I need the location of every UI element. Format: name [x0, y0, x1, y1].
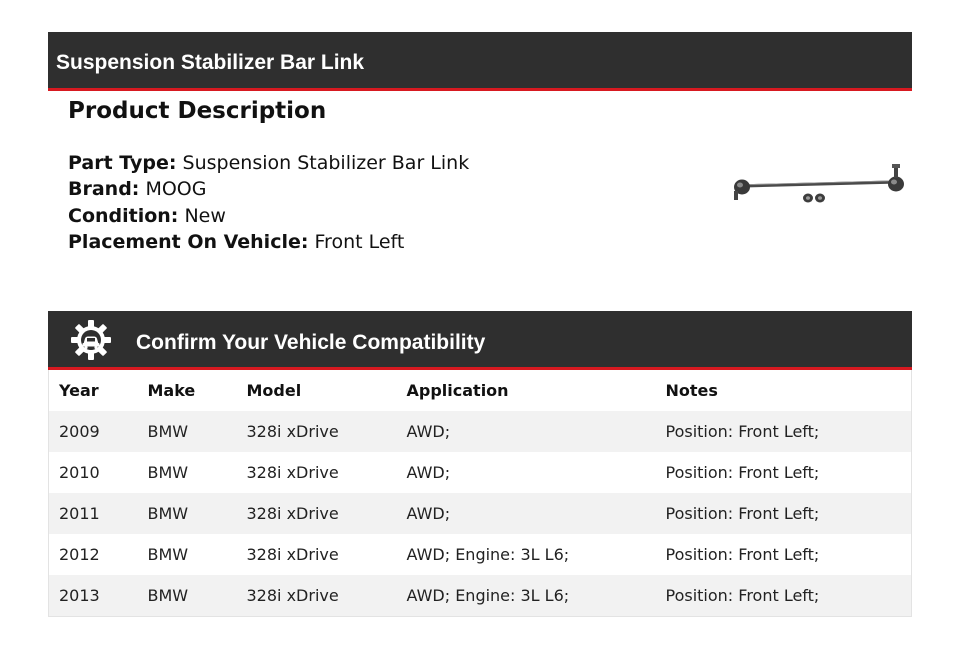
cell-notes: Position: Front Left; [665, 422, 820, 441]
product-title: Suspension Stabilizer Bar Link [56, 51, 365, 74]
column-header-application: Application [406, 381, 509, 400]
cell-year: 2009 [59, 422, 100, 441]
cell-year: 2013 [59, 586, 100, 605]
spec-label: Placement On Vehicle: [68, 231, 309, 254]
spec-value: Suspension Stabilizer Bar Link [182, 152, 470, 174]
spec-part-type [68, 150, 469, 176]
spec-value: MOOG [145, 178, 207, 201]
spec-brand [68, 176, 469, 202]
compatibility-title: Confirm Your Vehicle Compatibility [136, 331, 486, 354]
cell-make: BMW [147, 586, 189, 605]
product-image [728, 158, 908, 208]
cell-make: BMW [147, 422, 189, 441]
spec-placement [68, 229, 469, 255]
cell-application: AWD; Engine: 3L L6; [406, 545, 570, 564]
column-header-notes: Notes [665, 381, 718, 400]
cell-model: 328i xDrive [246, 504, 339, 523]
cell-year: 2010 [59, 463, 100, 482]
cell-make: BMW [147, 463, 189, 482]
cell-model: 328i xDrive [246, 422, 339, 441]
cell-application: AWD; [406, 463, 451, 482]
spec-value: Front Left [314, 231, 405, 254]
cell-model: 328i xDrive [246, 586, 339, 605]
spec-label: Condition: [68, 204, 179, 227]
spec-label: Brand: [68, 178, 140, 201]
spec-condition [68, 203, 469, 229]
column-header-year: Year [59, 381, 99, 400]
gear-car-icon [70, 319, 112, 361]
spec-value: New [184, 204, 226, 227]
spec-label: Part Type: [68, 152, 177, 174]
table-row [49, 493, 912, 534]
cell-application: AWD; Engine: 3L L6; [406, 586, 570, 605]
cell-notes: Position: Front Left; [665, 545, 820, 564]
table-header-row [49, 370, 912, 411]
product-title-bar [48, 32, 912, 91]
column-header-make: Make [147, 381, 196, 400]
compatibility-table [48, 370, 912, 617]
cell-model: 328i xDrive [246, 463, 339, 482]
cell-year: 2011 [59, 504, 100, 523]
cell-year: 2012 [59, 545, 100, 564]
column-header-model: Model [246, 381, 302, 400]
table-row [49, 411, 912, 452]
product-description-heading: Product Description [68, 98, 327, 124]
table-row [49, 452, 912, 493]
table-row [49, 534, 912, 575]
cell-model: 328i xDrive [246, 545, 339, 564]
cell-make: BMW [147, 545, 189, 564]
cell-notes: Position: Front Left; [665, 504, 820, 523]
compatibility-bar [48, 311, 912, 370]
product-specs [68, 150, 469, 256]
cell-make: BMW [147, 504, 189, 523]
cell-notes: Position: Front Left; [665, 586, 820, 605]
cell-application: AWD; [406, 422, 451, 441]
cell-application: AWD; [406, 504, 451, 523]
table-row [49, 575, 912, 617]
cell-notes: Position: Front Left; [665, 463, 820, 482]
